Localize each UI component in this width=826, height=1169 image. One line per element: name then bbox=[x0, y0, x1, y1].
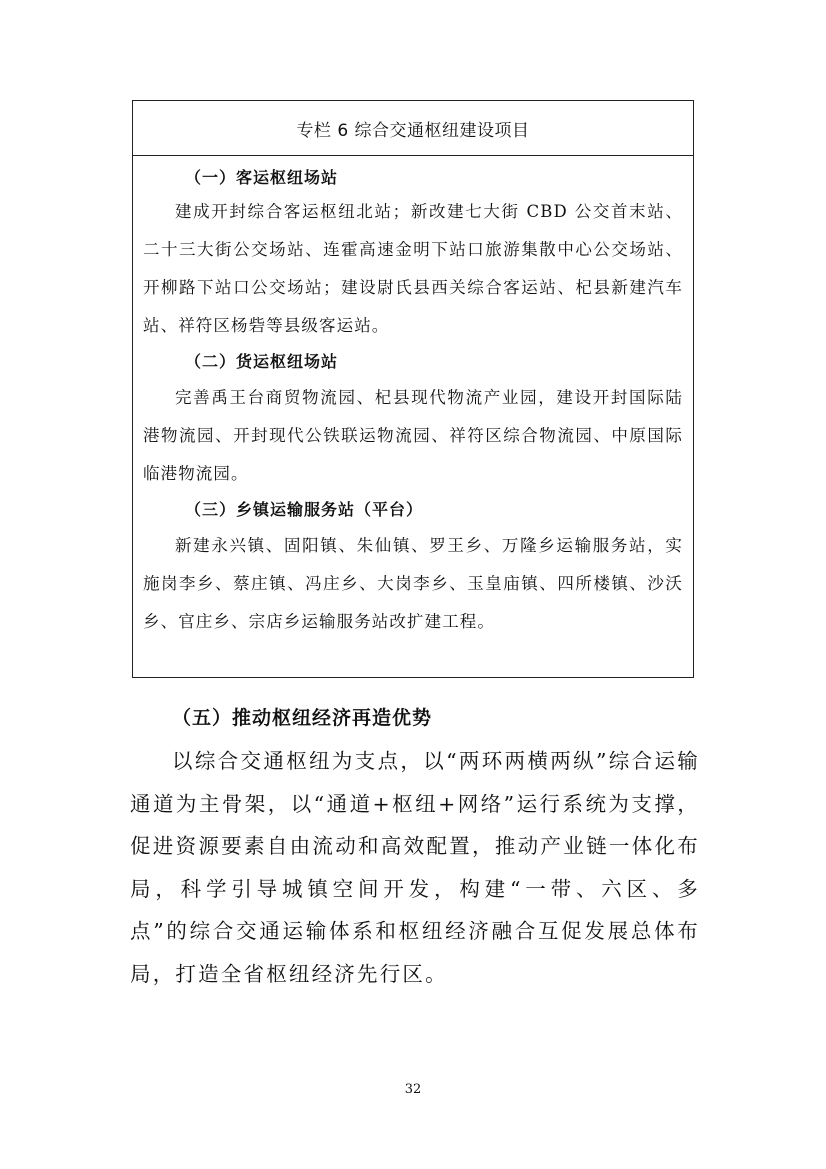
box-title: 专栏 6 综合交通枢纽建设项目 bbox=[133, 101, 693, 156]
section-heading: （五）推动枢纽经济再造优势 bbox=[172, 707, 433, 729]
section-text-passenger: 建成开封综合客运枢纽北站；新改建七大街 CBD 公交首末站、二十三大街公交场站、连霍高速金明下站口旅游集散中心公交场站、开柳路下站口公交场站；建设尉氏县西关综合客运站、杞县新建汽车站、祥符区杨砦等县级客运站。 bbox=[143, 202, 683, 335]
section-text-freight: 完善禹王台商贸物流园、杞县现代物流产业园，建设开封国际陆港物流园、开封现代公铁联运物流园、祥符区综合物流园、中原国际临港物流园。 bbox=[143, 388, 683, 483]
section-text-township: 新建永兴镇、固阳镇、朱仙镇、罗王乡、万隆乡运输服务站，实施岗李乡、蔡庄镇、冯庄乡、大岗李乡、玉皇庙镇、四所楼镇、沙沃乡、官庄乡、宗店乡运输服务站改扩建工程。 bbox=[143, 536, 683, 631]
body-paragraph: 以综合交通枢纽为支点，以“两环两横两纵”综合运输通道为主骨架，以“通道+枢纽+网络”运行系统为支撑，促进资源要素自由流动和高效配置，推动产业链一体化布局，科学引导城镇空间开发，构建“一带、六区、多点”的综合交通运输体系和枢纽经济融合互促发展总体布局，打造全省枢纽经济先行区。 bbox=[130, 749, 700, 986]
feature-box bbox=[132, 100, 694, 678]
section-heading-township: （三）乡镇运输服务站（平台） bbox=[185, 500, 424, 519]
page-number: 32 bbox=[404, 1082, 422, 1097]
section-heading-freight: （二）货运枢纽场站 bbox=[185, 352, 339, 371]
box-body bbox=[133, 163, 693, 641]
section-heading-passenger: （一）客运枢纽场站 bbox=[185, 168, 339, 187]
